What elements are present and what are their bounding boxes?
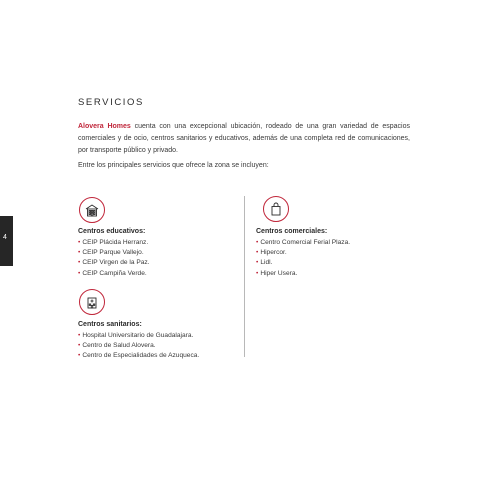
page-number: 4 — [3, 234, 7, 241]
category-comerciales — [256, 227, 350, 279]
category-list — [78, 238, 150, 279]
list-item: • CEIP Virgen de la Paz. — [78, 259, 150, 267]
category-title: Centros educativos: — [78, 228, 146, 235]
category-list — [78, 331, 199, 362]
intro-paragraph — [78, 121, 410, 157]
school-icon — [79, 197, 105, 223]
hospital-icon — [79, 289, 105, 315]
intro-services-line: Entre los principales servicios que ofrece la zona se incluyen: — [78, 162, 269, 169]
category-sanitarios — [78, 320, 199, 362]
list-item: • Centro de Salud Alovera. — [78, 342, 156, 350]
category-title: Centros sanitarios: — [78, 321, 142, 328]
list-item: • CEIP Campiña Verde. — [78, 269, 147, 277]
list-item: • Centro de Especialidades de Azuqueca. — [78, 352, 200, 360]
page-number-tab — [0, 216, 13, 266]
list-item: • Centro Comercial Ferial Plaza. — [256, 239, 351, 246]
shopping-bag-icon — [263, 196, 289, 222]
list-item: • CEIP Parque Vallejo. — [78, 249, 144, 257]
category-educativos — [78, 227, 150, 279]
category-list — [256, 238, 350, 279]
intro-text: cuenta con una excepcional ubicación, rodeado de una gran variedad de espacios comerciales y de ocio, centros sanitarios y educativos, además de una completa red de comunicaciones, por transporte público y privado. — [78, 123, 410, 154]
category-title: Centros comerciales: — [256, 228, 328, 235]
list-item: • Hospital Universitario de Guadalajara. — [78, 332, 194, 339]
list-item: • Hiper Usera. — [256, 269, 298, 277]
list-item: • Lidl. — [256, 259, 273, 267]
list-item: • CEIP Plácida Herranz. — [78, 239, 149, 246]
section-title: SERVICIOS — [78, 97, 144, 108]
list-item: • Hipercor. — [256, 249, 287, 257]
brand-name: Alovera Homes — [78, 123, 131, 130]
column-divider — [244, 196, 245, 357]
